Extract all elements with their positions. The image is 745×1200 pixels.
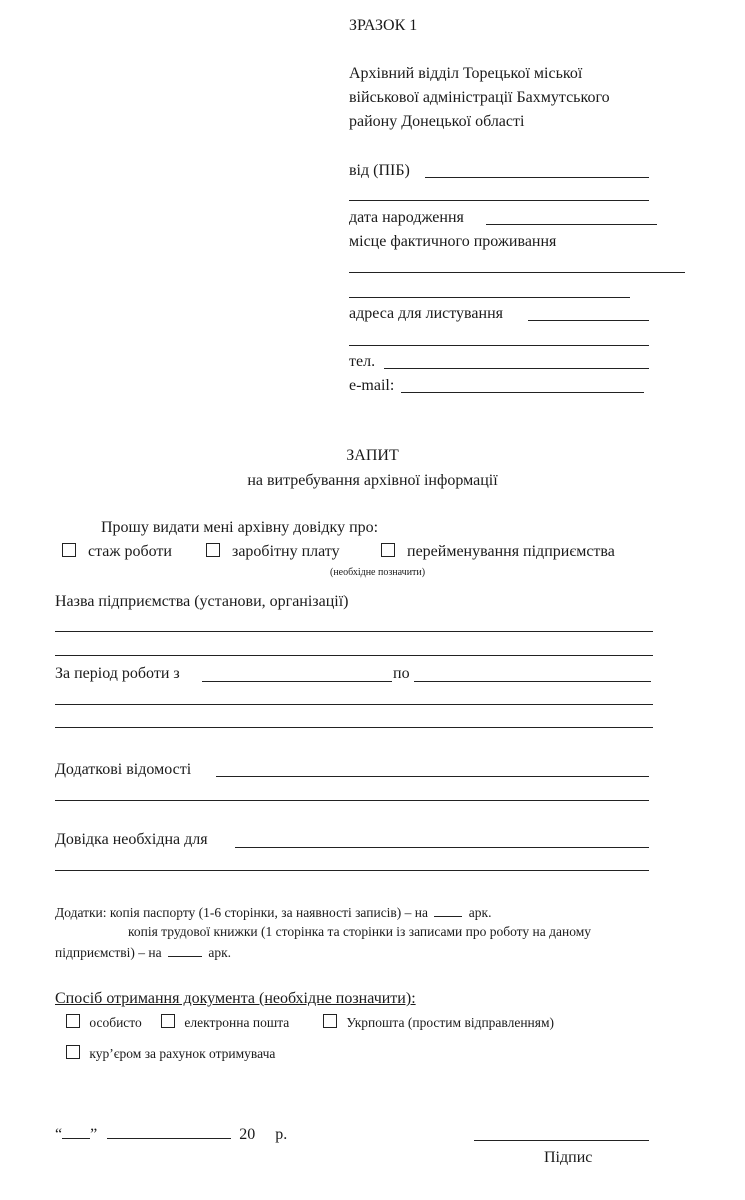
period-input-2[interactable] — [55, 704, 653, 705]
passport-pages-input[interactable] — [434, 902, 462, 917]
phone-input[interactable] — [384, 368, 649, 369]
workbook-pages-input[interactable] — [168, 942, 202, 957]
option-label: стаж роботи — [88, 543, 172, 560]
residence-input-2[interactable] — [349, 297, 630, 298]
attachments-line-3 — [55, 942, 231, 962]
from-input-continued[interactable] — [349, 200, 649, 201]
recipient-line-2: військової адміністрації Бахмутського — [349, 89, 610, 106]
request-option-renaming[interactable] — [381, 542, 615, 561]
delivery-option-in-person[interactable] — [66, 1013, 142, 1032]
additional-info-input-2[interactable] — [55, 800, 649, 801]
year-suffix: р. — [275, 1126, 288, 1143]
year-prefix: 20 — [239, 1126, 256, 1143]
attachments-unit: арк. — [208, 945, 232, 960]
document-title: ЗАПИТ — [346, 447, 399, 464]
delivery-heading: Спосіб отримання документа (необхідне позначити): — [55, 990, 416, 1007]
request-option-work-experience[interactable] — [62, 542, 172, 561]
additional-info-input[interactable] — [216, 776, 649, 777]
mailing-address-input[interactable] — [528, 320, 649, 321]
period-input-3[interactable] — [55, 727, 653, 728]
quote-close: ” — [90, 1126, 98, 1143]
period-to-label: по — [393, 665, 410, 682]
checkbox[interactable] — [323, 1014, 337, 1028]
checkbox[interactable] — [62, 543, 76, 557]
option-label: кур’єром за рахунок отримувача — [89, 1046, 276, 1061]
enterprise-label: Назва підприємства (установи, організації) — [55, 593, 349, 610]
recipient-line-1: Архівний відділ Торецької міської — [349, 65, 583, 82]
request-note: (необхідне позначити) — [330, 567, 426, 578]
request-intro: Прошу видати мені архівну довідку про: — [101, 519, 379, 536]
attachments-workbook-text: підприємстві) – на — [55, 945, 162, 960]
checkbox[interactable] — [381, 543, 395, 557]
sample-label: ЗРАЗОК 1 — [349, 17, 418, 34]
mailing-address-input-2[interactable] — [349, 345, 649, 346]
residence-label: місце фактичного проживання — [349, 233, 557, 250]
from-input[interactable] — [425, 177, 649, 178]
attachments-line-1 — [55, 902, 491, 922]
phone-label: тел. — [349, 353, 376, 370]
attachments-unit: арк. — [468, 905, 492, 920]
signature-input[interactable] — [474, 1140, 649, 1141]
option-label: заробітну плату — [232, 543, 340, 560]
signature-label: Підпис — [544, 1149, 593, 1166]
checkbox[interactable] — [66, 1045, 80, 1059]
request-option-salary[interactable] — [206, 542, 340, 561]
month-input[interactable] — [107, 1124, 231, 1139]
birth-date-label: дата народження — [349, 209, 464, 226]
email-label: e-mail: — [349, 377, 395, 394]
attachments-line-2: копія трудової книжки (1 сторінка та сторінки із записами про роботу на даному — [128, 924, 591, 939]
day-input[interactable] — [62, 1124, 90, 1139]
mailing-address-label: адреса для листування — [349, 305, 503, 322]
period-from-input[interactable] — [202, 681, 392, 682]
enterprise-input-2[interactable] — [55, 655, 653, 656]
additional-info-label: Додаткові відомості — [55, 761, 192, 778]
checkbox[interactable] — [66, 1014, 80, 1028]
document-subtitle: на витребування архівної інформації — [247, 472, 498, 489]
purpose-input-2[interactable] — [55, 870, 649, 871]
email-input[interactable] — [401, 392, 644, 393]
residence-input-1[interactable] — [349, 272, 685, 273]
checkbox[interactable] — [161, 1014, 175, 1028]
option-label: електронна пошта — [184, 1015, 290, 1030]
enterprise-input-1[interactable] — [55, 631, 653, 632]
purpose-input[interactable] — [235, 847, 649, 848]
delivery-option-courier[interactable] — [66, 1044, 275, 1063]
purpose-label: Довідка необхідна для — [55, 831, 208, 848]
option-label: особисто — [89, 1015, 142, 1030]
from-label: від (ПІБ) — [349, 162, 410, 179]
birth-date-input[interactable] — [486, 224, 657, 225]
period-from-label: За період роботи з — [55, 665, 180, 682]
checkbox[interactable] — [206, 543, 220, 557]
recipient-line-3: району Донецької області — [349, 113, 525, 130]
date-field — [55, 1124, 287, 1144]
delivery-option-email[interactable] — [161, 1013, 289, 1032]
attachments-passport-text: Додатки: копія паспорту (1-6 сторінки, за наявності записів) – на — [55, 905, 429, 920]
period-to-input[interactable] — [414, 681, 651, 682]
quote-open: “ — [55, 1126, 63, 1143]
delivery-option-ukrposhta[interactable] — [323, 1013, 554, 1032]
option-label: перейменування підприємства — [407, 543, 615, 560]
option-label: Укрпошта (простим відправленням) — [346, 1015, 555, 1030]
